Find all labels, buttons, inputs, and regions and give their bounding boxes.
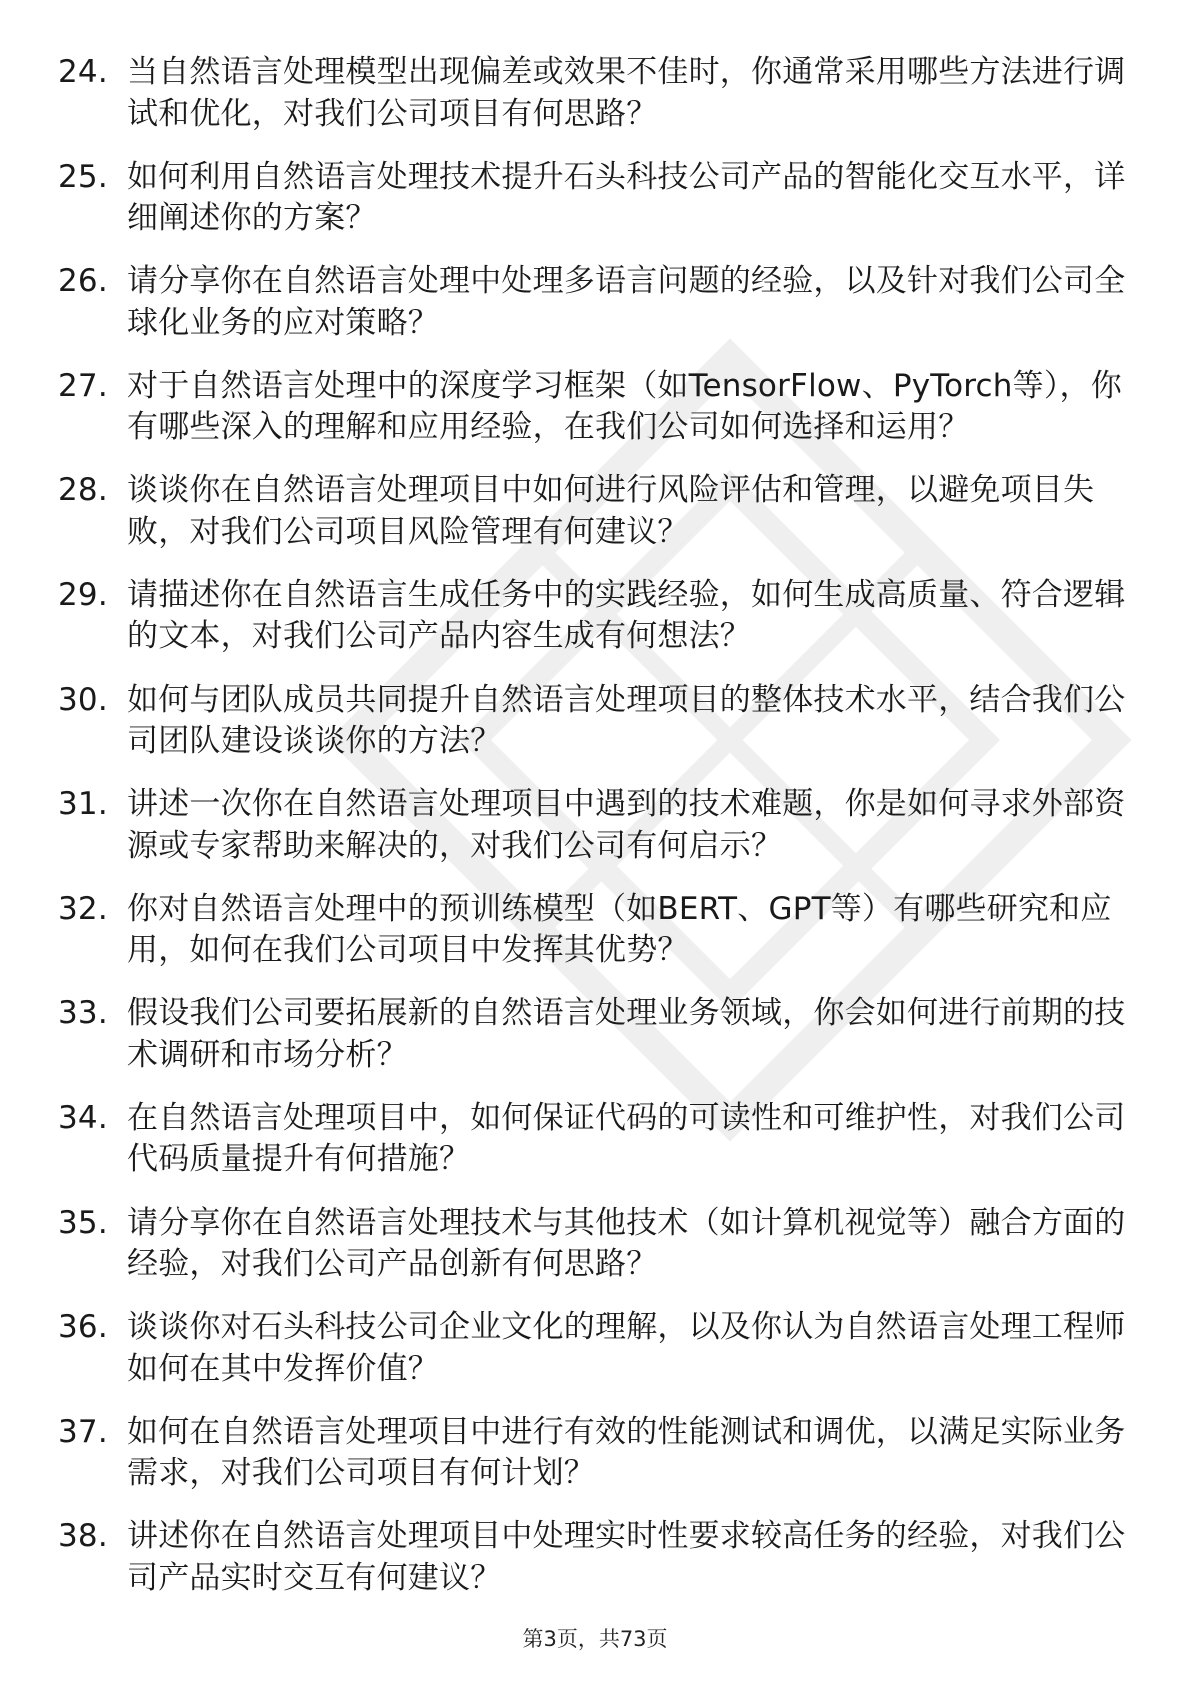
question-text: 讲述你在自然语言处理项目中处理实时性要求较高任务的经验，对我们公司产品实时交互有何建议？ <box>127 1518 1126 1596</box>
question-number: 30. <box>58 681 108 718</box>
question-item <box>58 889 1130 972</box>
question-number: 36. <box>58 1309 108 1346</box>
question-text: 如何在自然语言处理项目中进行有效的性能测试和调优，以满足实际业务需求，对我们公司项目有何计划？ <box>127 1413 1126 1492</box>
question-list <box>58 52 1130 1621</box>
question-number: 33. <box>58 995 108 1032</box>
question-item <box>58 470 1130 553</box>
page-footer: 第3页，共73页 <box>522 1627 668 1651</box>
question-number: 26. <box>58 263 108 300</box>
question-item <box>58 784 1130 867</box>
question-item <box>58 1203 1130 1286</box>
question-text: 请分享你在自然语言处理技术与其他技术（如计算机视觉等）融合方面的经验，对我们公司产品创新有何思路？ <box>127 1204 1126 1283</box>
question-text: 假设我们公司要拓展新的自然语言处理业务领域，你会如何进行前期的技术调研和市场分析？ <box>127 995 1126 1073</box>
question-item <box>58 1516 1130 1599</box>
question-item <box>58 1307 1130 1390</box>
question-number: 37. <box>58 1413 108 1450</box>
question-number: 34. <box>58 1099 108 1136</box>
question-number: 27. <box>58 367 108 404</box>
question-item <box>58 261 1130 344</box>
question-item <box>58 52 1130 135</box>
question-item <box>58 157 1130 240</box>
question-number: 31. <box>58 786 108 823</box>
question-text: 在自然语言处理项目中，如何保证代码的可读性和可维护性，对我们公司代码质量提升有何措施？ <box>127 1099 1126 1178</box>
question-number: 25. <box>58 158 108 195</box>
question-number: 35. <box>58 1204 108 1241</box>
question-text: 谈谈你对石头科技公司企业文化的理解，以及你认为自然语言处理工程师如何在其中发挥价值？ <box>127 1309 1126 1387</box>
question-text: 你对自然语言处理中的预训练模型（如BERT、GPT等）有哪些研究和应用，如何在我们公司项目中发挥其优势？ <box>127 890 1112 969</box>
question-item <box>58 366 1130 449</box>
question-text: 如何利用自然语言处理技术提升石头科技公司产品的智能化交互水平，详细阐述你的方案？ <box>127 158 1126 237</box>
question-item <box>58 1412 1130 1495</box>
question-number: 38. <box>58 1518 108 1555</box>
question-item <box>58 575 1130 658</box>
question-item <box>58 993 1130 1076</box>
question-number: 32. <box>58 890 108 927</box>
question-text: 请分享你在自然语言处理中处理多语言问题的经验，以及针对我们公司全球化业务的应对策略？ <box>127 263 1126 341</box>
question-text: 谈谈你在自然语言处理项目中如何进行风险评估和管理，以避免项目失败，对我们公司项目风险管理有何建议？ <box>127 472 1095 550</box>
question-number: 29. <box>58 576 108 613</box>
question-number: 24. <box>58 54 108 90</box>
question-text: 当自然语言处理模型出现偏差或效果不佳时，你通常采用哪些方法进行调试和优化，对我们公司项目有何思路？ <box>127 54 1126 132</box>
question-text: 请描述你在自然语言生成任务中的实践经验，如何生成高质量、符合逻辑的文本，对我们公司产品内容生成有何想法？ <box>127 576 1126 655</box>
question-item <box>58 680 1130 763</box>
question-text: 讲述一次你在自然语言处理项目中遇到的技术难题，你是如何寻求外部资源或专家帮助来解决的，对我们公司有何启示？ <box>127 786 1126 864</box>
question-text: 对于自然语言处理中的深度学习框架（如TensorFlow、PyTorch等），你有哪些深入的理解和应用经验，在我们公司如何选择和运用？ <box>127 367 1122 446</box>
question-item <box>58 1098 1130 1181</box>
question-number: 28. <box>58 472 108 509</box>
question-text: 如何与团队成员共同提升自然语言处理项目的整体技术水平，结合我们公司团队建设谈谈你的方法？ <box>127 681 1126 760</box>
